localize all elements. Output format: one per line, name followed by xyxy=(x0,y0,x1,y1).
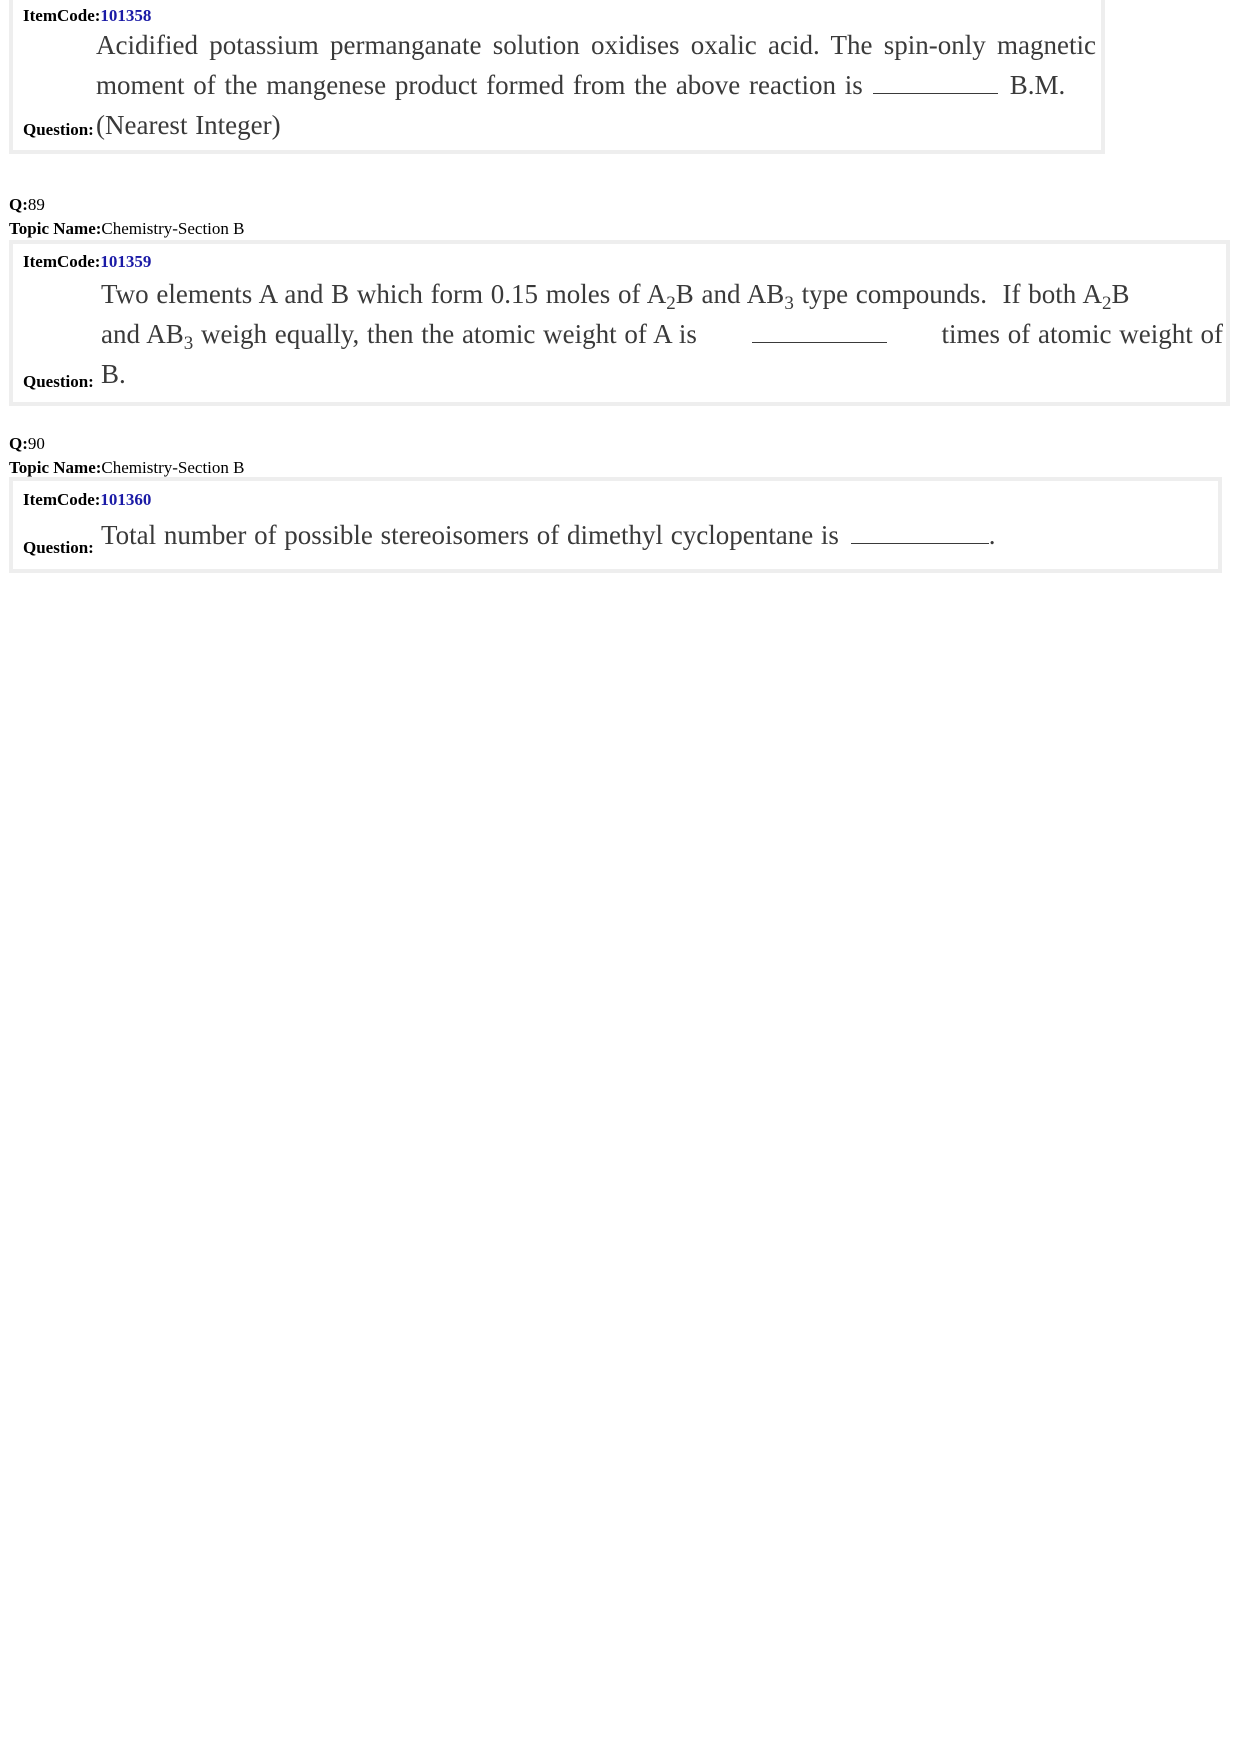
question-number-row xyxy=(9,432,244,456)
question-number: 89 xyxy=(27,195,45,214)
question-text-line-1-part-1: Two elements A and B which form 0.15 moles of $A_2B$ and $AB_3$ type compounds. If both $A_2B$ xyxy=(101,279,1130,314)
topic-value: Chemistry-Section B xyxy=(101,219,245,238)
question-box-101360 xyxy=(9,477,1222,573)
question-text-line-1: Acidified potassium permanganate solution oxidises oxalic acid. The spin-only magnetic xyxy=(96,30,1096,60)
question-number-label: Q: xyxy=(9,195,28,214)
topic-label: Topic Name: xyxy=(9,458,102,477)
question-box-101359 xyxy=(9,240,1230,406)
question-label: Question: xyxy=(23,372,94,391)
question-text-line-3: (Nearest Integer) xyxy=(96,110,281,140)
answer-blank xyxy=(873,73,998,94)
topic-row xyxy=(9,217,244,241)
item-code-label: ItemCode: xyxy=(23,490,101,509)
question-text-line-1 xyxy=(101,274,1223,314)
item-code-label: ItemCode: xyxy=(23,6,101,25)
question-text-line-2-part-1: and $AB_3$ weigh equally, then the atomic weight of A is xyxy=(101,319,697,354)
question-box-101358 xyxy=(9,0,1105,154)
question-header-89 xyxy=(9,193,244,241)
question-text xyxy=(101,515,1101,555)
question-text-line-2-start: moment of the mangenese product formed from the above reaction is xyxy=(96,70,863,100)
item-code-row xyxy=(23,488,151,512)
topic-value: Chemistry-Section B xyxy=(101,458,245,477)
question-text-line-2 xyxy=(101,314,1223,354)
question-number-row xyxy=(9,193,244,217)
question-label: Question: xyxy=(23,120,94,139)
topic-label: Topic Name: xyxy=(9,219,102,238)
answer-blank xyxy=(752,322,887,343)
question-text-end: . xyxy=(988,520,996,550)
question-text-line-2 xyxy=(96,65,1096,105)
question-text-line-3: B. xyxy=(101,359,126,389)
answer-blank xyxy=(851,523,989,544)
question-text-line-2-part-2: times of atomic weight of xyxy=(941,319,1223,349)
question-number-label: Q: xyxy=(9,434,28,453)
item-code-value: 101360 xyxy=(100,490,152,509)
question-text-main: Total number of possible stereoisomers of dimethyl cyclopentane is xyxy=(101,520,839,550)
question-text-line-2-end: B.M. xyxy=(1009,70,1066,100)
question-number: 90 xyxy=(27,434,45,453)
item-code-value: 101358 xyxy=(100,6,152,25)
item-code-value: 101359 xyxy=(100,252,152,271)
question-text xyxy=(101,274,1223,394)
question-header-90 xyxy=(9,432,244,480)
item-code-label: ItemCode: xyxy=(23,252,101,271)
question-label: Question: xyxy=(23,538,94,557)
question-text xyxy=(96,25,1096,145)
item-code-row xyxy=(23,250,151,274)
question-text-line-1 xyxy=(101,515,1101,555)
